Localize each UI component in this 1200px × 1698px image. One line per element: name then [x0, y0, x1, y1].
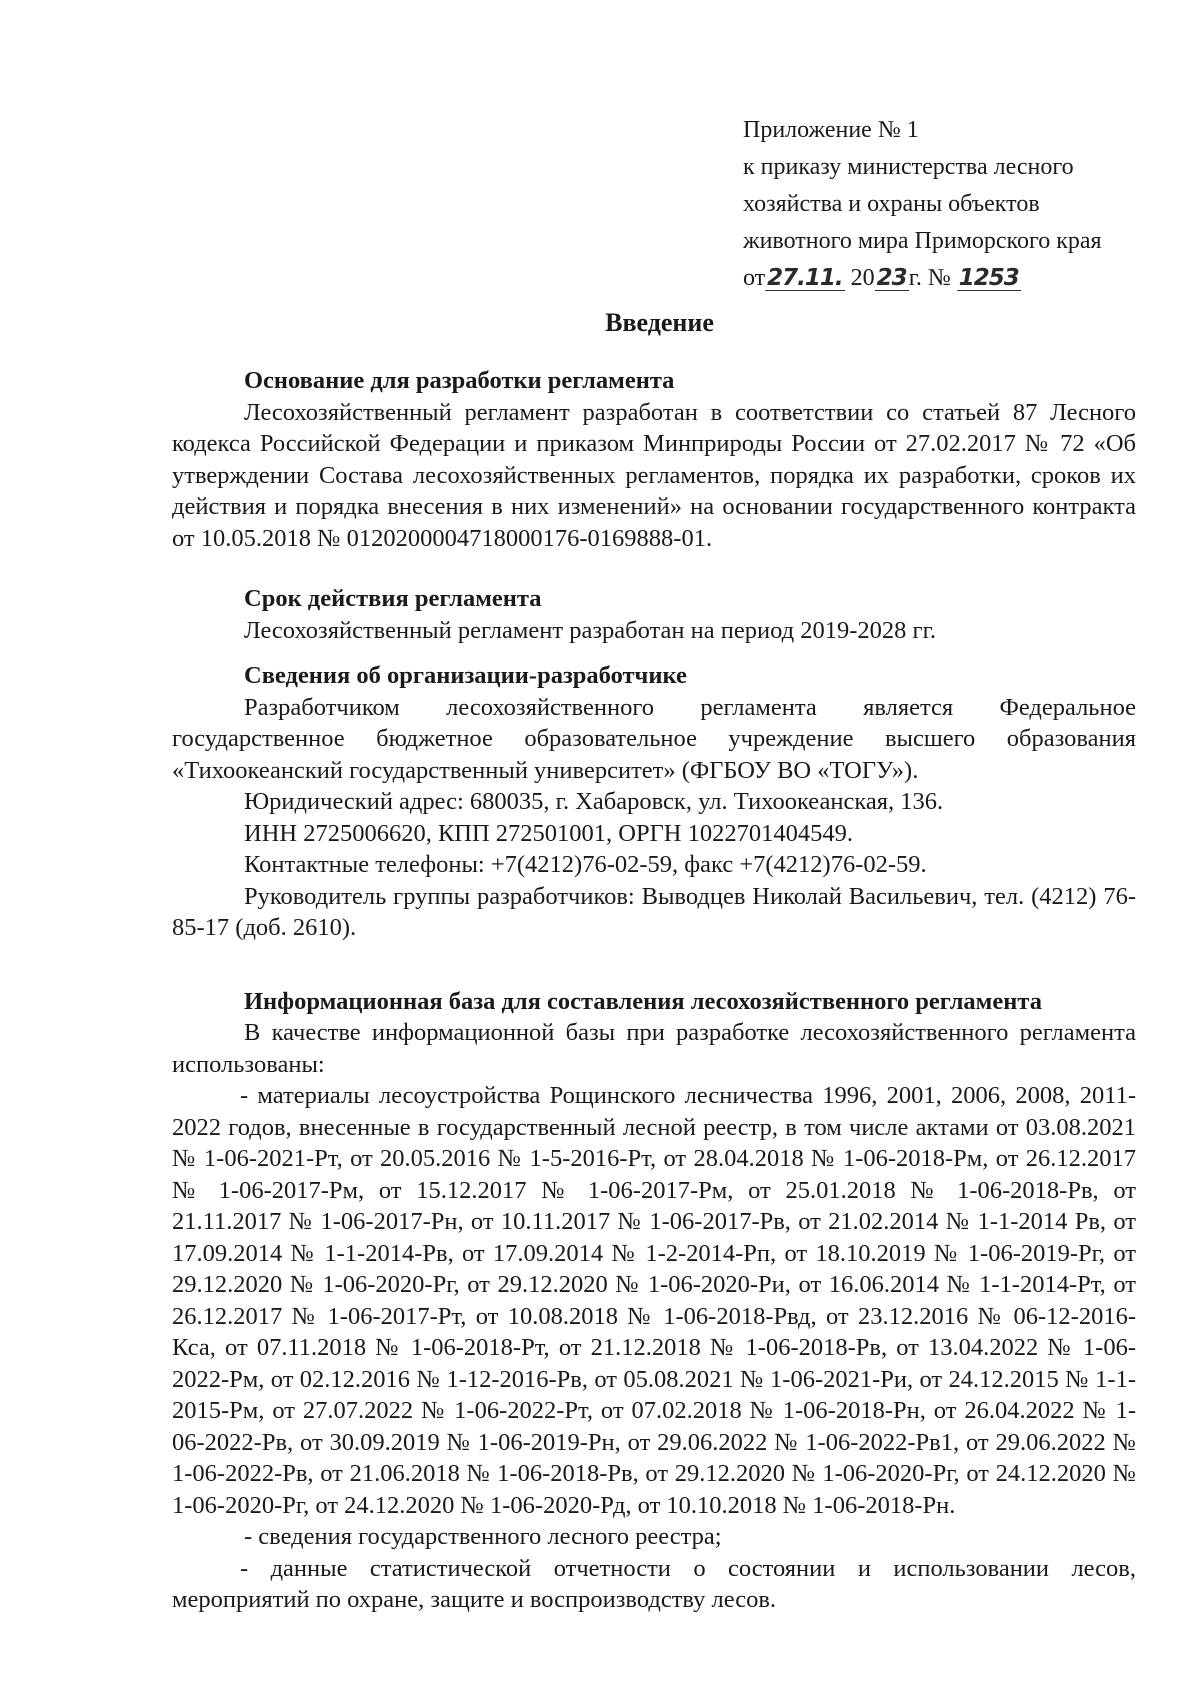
- handwritten-order-number: 1253: [958, 265, 1019, 291]
- section-basis: [172, 365, 1136, 554]
- section-paragraph: Разработчиком лесохозяйственного регламента является Федеральное государственное бюджетное образовательное учреждение высшего образования «Тихоокеанский государственный университет» (ФГБОУ ВО «ТОГУ»).: [172, 693, 1136, 784]
- handwritten-year: 23: [876, 265, 907, 291]
- list-item: - сведения государственного лесного реестра;: [244, 1523, 722, 1550]
- section-heading: Срок действия регламента: [244, 585, 542, 612]
- section-heading: Информационная база для составления лесохозяйственного регламента: [244, 987, 1042, 1015]
- approval-date-line: [743, 260, 1163, 297]
- section-heading: Основание для разработки регламента: [244, 367, 675, 394]
- year-prefix: 20: [850, 265, 875, 291]
- approval-line-2: к приказу министерства лесного: [743, 154, 1074, 180]
- list-item: - материалы лесоустройства Рощинского лесничества 1996, 2001, 2006, 2008, 2011-2022 годов, внесенные в государственный лесной реестр, в том числе актами от 03.08.2021 № 1-06-2021-Рт, от 20.05.2016 № 1-5-2016-Рт, от 28.04.2018 № 1-06-2018-Рм, от 26.12.2017 № 1-06-2017-Рм, от 15.12.2017 № 1-06-2017-Рм, от 25.01.2018 № 1-06-2018-Рв, от 21.11.2017 № 1-06-2017-Рн, от 10.11.2017 № 1-06-2017-Рв, от 21.02.2014 № 1-1-2014 Рв, от 17.09.2014 № 1-1-2014-Рв, от 17.09.2014 № 1-2-2014-Рп, от 18.10.2019 № 1-06-2019-Рг, от 29.12.2020 № 1-06-2020-Рг, от 29.12.2020 № 1-06-2020-Ри, от 16.06.2014 № 1-1-2014-Рт, от 26.12.2017 № 1-06-2017-Рт, от 10.08.2018 № 1-06-2018-Рвд, от 23.12.2016 № 06-12-2016-Кса, от 07.11.2018 № 1-06-2018-Рт, от 21.12.2018 № 1-06-2018-Рв, от 13.04.2022 № 1-06-2022-Рм, от 02.12.2016 № 1-12-2016-Рв, от 05.08.2021 № 1-06-2021-Ри, от 24.12.2015 № 1-1-2015-Рм, от 27.07.2022 № 1-06-2022-Рт, от 07.02.2018 № 1-06-2018-Рн, от 26.04.2022 № 1-06-2022-Рв, от 30.09.2019 № 1-06-2019-Рн, от 29.06.2022 № 1-06-2022-Рв1, от 29.06.2022 № 1-06-2022-Рв, от 21.06.2018 № 1-06-2018-Рв, от 29.12.2020 № 1-06-2020-Рг, от 24.12.2020 № 1-06-2020-Рг, от 24.12.2020 № 1-06-2020-Рд, от 10.10.2018 № 1-06-2018-Рн.: [172, 1082, 1136, 1519]
- developer-address: Юридический адрес: 680035, г. Хабаровск, ул. Тихоокеанская, 136.: [244, 788, 944, 815]
- section-heading: Сведения об организации-разработчике: [244, 662, 687, 689]
- approval-block: [743, 112, 1163, 297]
- section-info-base: [172, 986, 1136, 1616]
- page-title: Введение: [605, 308, 714, 337]
- handwritten-date: 27.11.: [767, 265, 843, 291]
- year-suffix: г. №: [908, 265, 951, 291]
- approval-line-3: хозяйства и охраны объектов: [743, 191, 1040, 217]
- document-body: [172, 365, 1136, 1616]
- list-item: - данные статистической отчетности о состоянии и использовании лесов, мероприятий по охране, защите и воспроизводству лесов.: [172, 1554, 1136, 1613]
- developer-head: Руководитель группы разработчиков: Выводцев Николай Васильевич, тел. (4212) 76-85-17 (доб. 2610).: [172, 882, 1136, 941]
- approval-line-4: животного мира Приморского края: [743, 228, 1102, 254]
- date-prefix: от: [743, 265, 766, 291]
- section-developer: [172, 660, 1136, 944]
- section-paragraph: Лесохозяйственный регламент разработан в соответствии со статьей 87 Лесного кодекса Российской Федерации и приказом Минприроды России от 27.02.2017 № 72 «Об утверждении Состава лесохозяйственных регламентов, порядка их разработки, сроков их действия и порядка внесения в них изменений» на основании государственного контракта от 10.05.2018 № 0120200004718000176-0169888-01.: [172, 398, 1136, 552]
- section-term: [172, 583, 1136, 646]
- section-paragraph: Лесохозяйственный регламент разработан на период 2019-2028 гг.: [244, 616, 936, 644]
- developer-inn: ИНН 2725006620, КПП 272501001, ОРГН 1022701404549.: [244, 819, 853, 847]
- section-paragraph: В качестве информационной базы при разработке лесохозяйственного регламента использованы:: [172, 1019, 1136, 1078]
- developer-phones: Контактные телефоны: +7(4212)76-02-59, факс +7(4212)76-02-59.: [244, 851, 927, 878]
- approval-line-1: Приложение № 1: [743, 117, 919, 143]
